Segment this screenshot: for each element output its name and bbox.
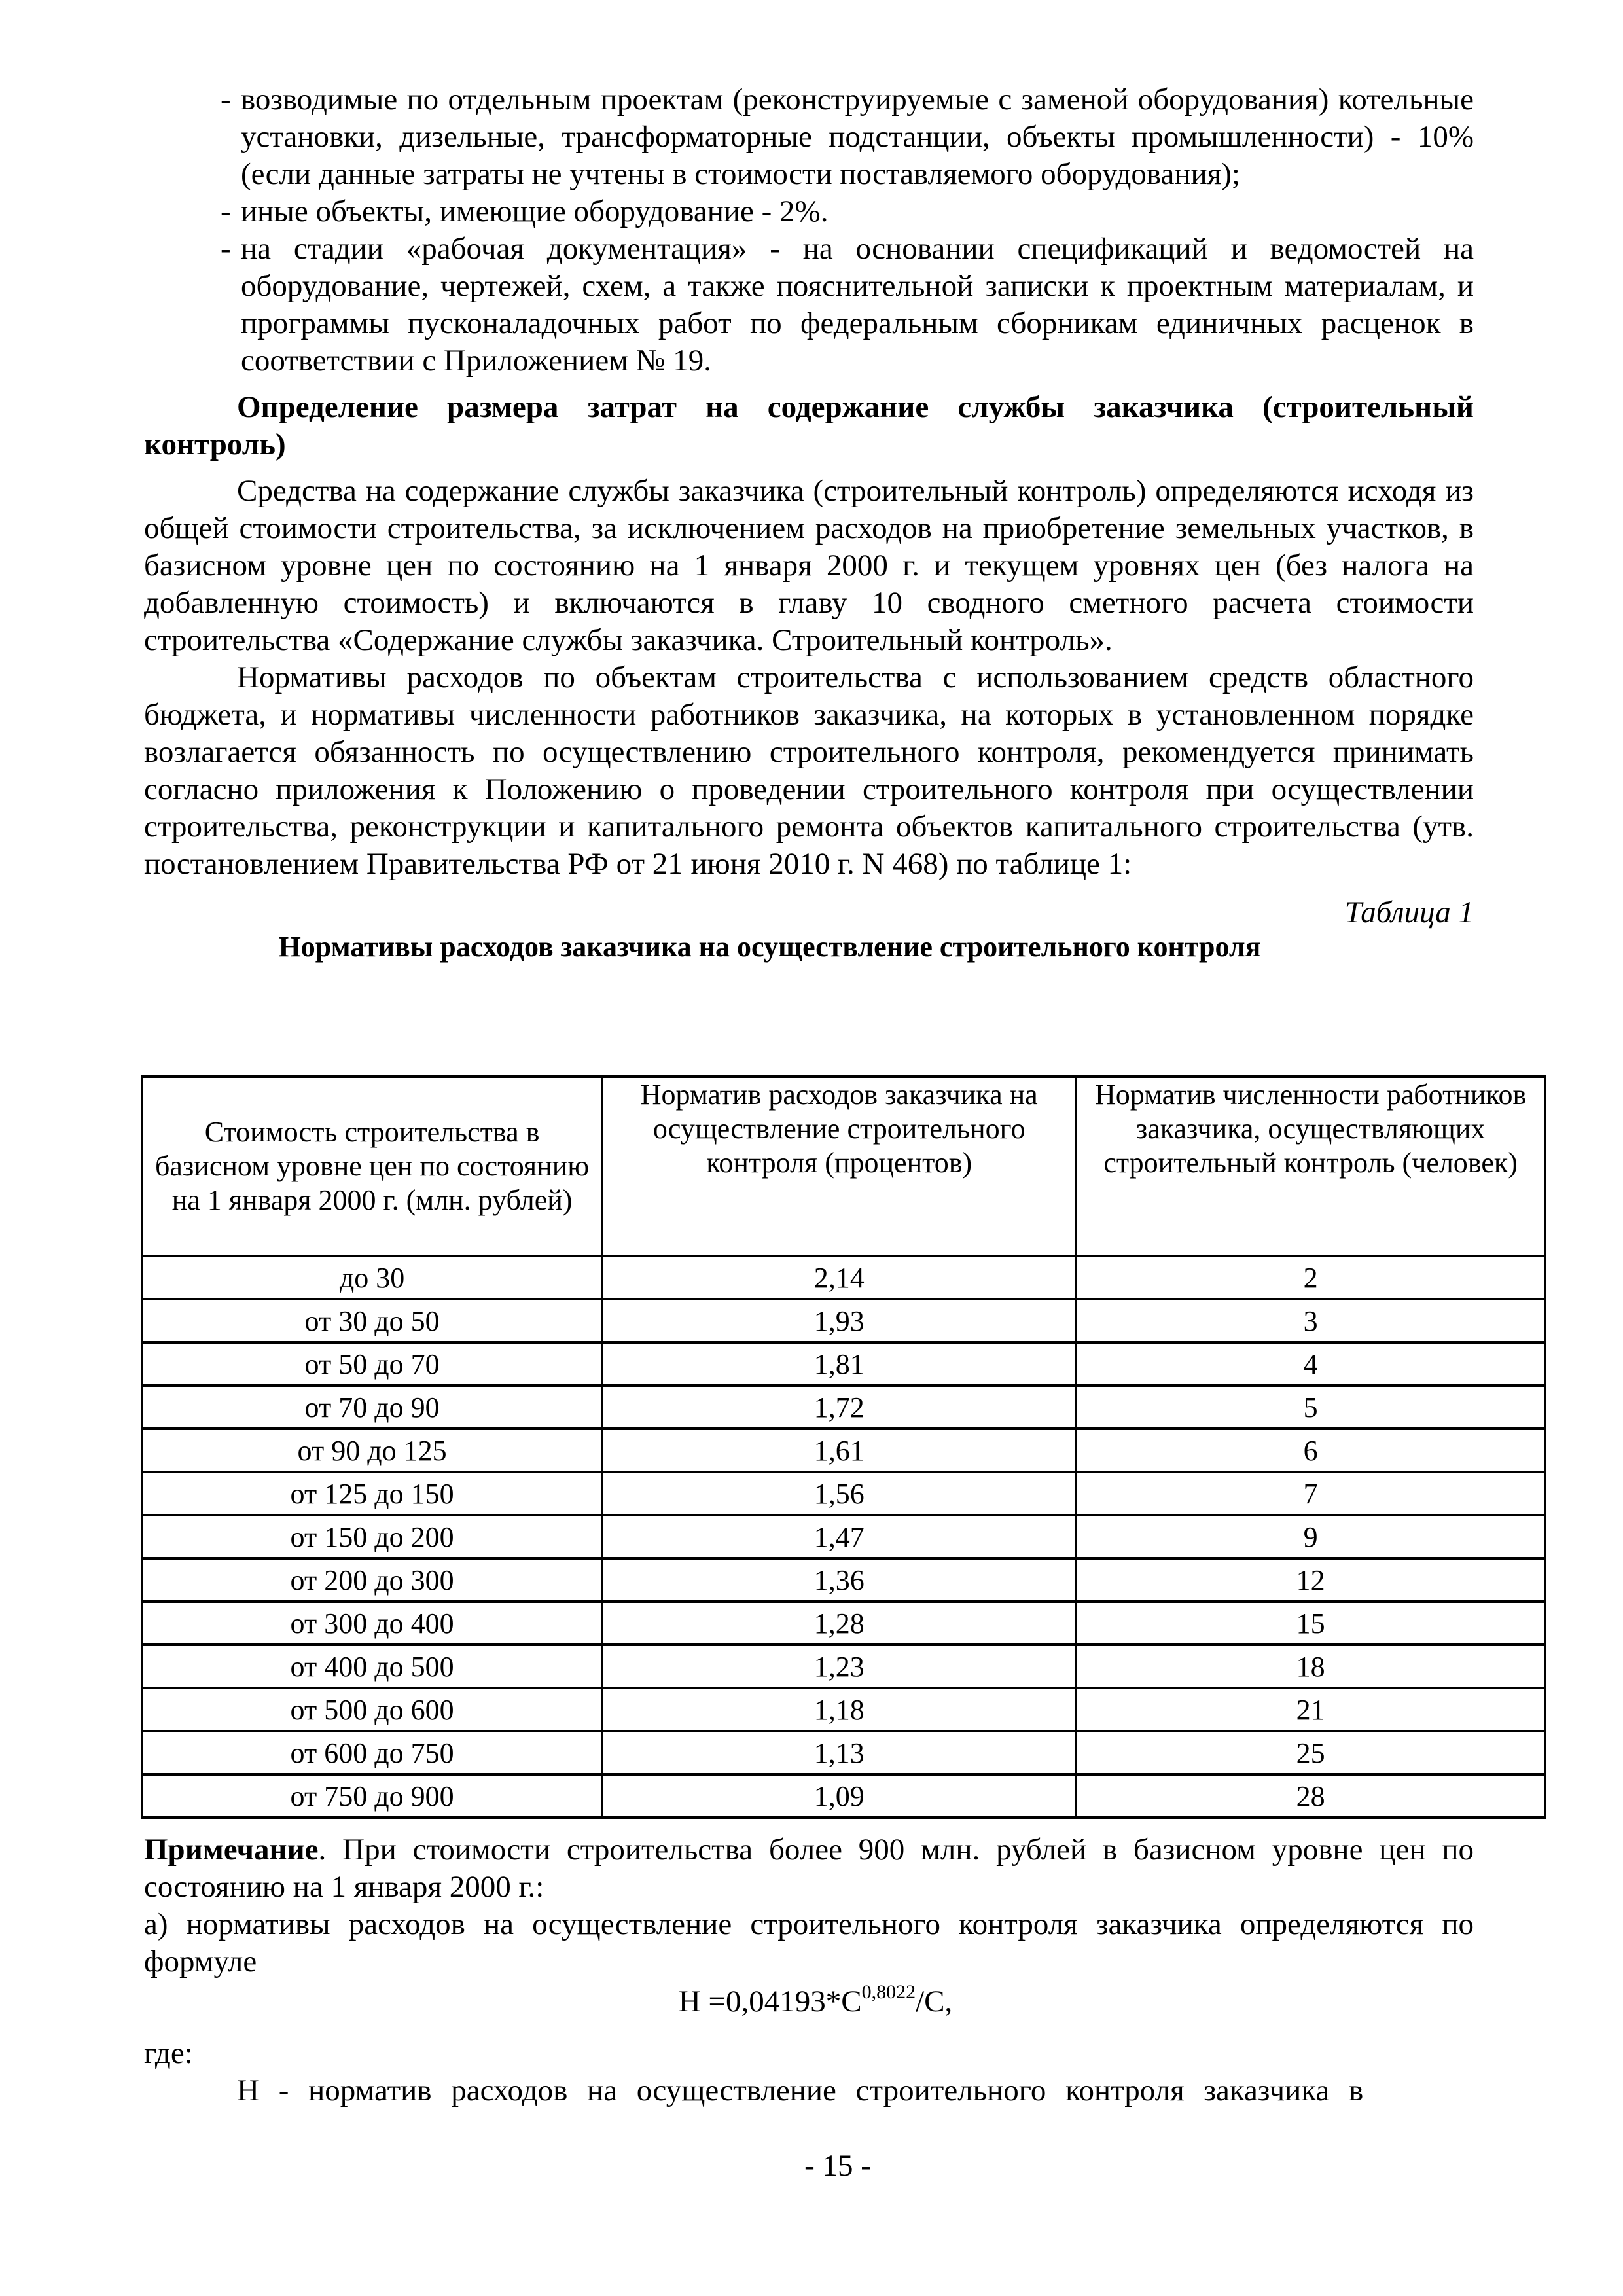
formula-tail: /С,: [916, 1984, 953, 2018]
cell-expense-rate: 1,72: [602, 1386, 1076, 1429]
bullet-dash: -: [221, 194, 231, 228]
cell-expense-rate: 1,47: [602, 1515, 1076, 1558]
table-row: [142, 1688, 1545, 1731]
cell-expense-rate: 1,81: [602, 1342, 1076, 1386]
cell-staff-count: 7: [1076, 1472, 1545, 1515]
table-row: [142, 1342, 1545, 1386]
column-header-cost: Стоимость строительства в базисном уровне цен по состоянию на 1 января 2000 г. (млн. рублей): [142, 1077, 602, 1256]
table-row: [142, 1558, 1545, 1602]
cell-cost-range: от 200 до 300: [142, 1558, 602, 1602]
cell-cost-range: от 90 до 125: [142, 1429, 602, 1472]
cell-cost-range: от 400 до 500: [142, 1645, 602, 1688]
table-row: [142, 1299, 1545, 1342]
cell-expense-rate: 1,93: [602, 1299, 1076, 1342]
cell-expense-rate: 1,13: [602, 1731, 1076, 1774]
cell-staff-count: 28: [1076, 1774, 1545, 1818]
bullet-text: иные объекты, имеющие оборудование - 2%.: [241, 194, 829, 228]
table-row: [142, 1731, 1545, 1774]
cell-cost-range: от 125 до 150: [142, 1472, 602, 1515]
cell-staff-count: 5: [1076, 1386, 1545, 1429]
table-row: [142, 1256, 1545, 1299]
table-row: [142, 1429, 1545, 1472]
cell-staff-count: 2: [1076, 1256, 1545, 1299]
cell-staff-count: 25: [1076, 1731, 1545, 1774]
table-row: [142, 1386, 1545, 1429]
equipment-cost-bullet-list: [144, 81, 1474, 380]
bullet-item: [144, 230, 1474, 380]
cell-staff-count: 3: [1076, 1299, 1545, 1342]
cell-expense-rate: 2,14: [602, 1256, 1076, 1299]
cell-staff-count: 21: [1076, 1688, 1545, 1731]
bullet-text: на стадии «рабочая документация» - на основании спецификаций и ведомостей на оборудование, чертежей, схем, а также пояснительной записки к проектным материалам, и программы пусконаладочных работ по федеральным сборникам единичных расценок в соответствии с Приложением № 19.: [241, 232, 1474, 378]
table-row: [142, 1645, 1545, 1688]
table-header-row: [142, 1077, 1545, 1256]
note-item-a: а) нормативы расходов на осуществление строительного контроля заказчика определяются по формуле: [144, 1907, 1474, 1979]
cell-cost-range: от 750 до 900: [142, 1774, 602, 1818]
cell-staff-count: 6: [1076, 1429, 1545, 1472]
table-caption: Таблица 1: [1344, 895, 1474, 929]
cell-cost-range: от 150 до 200: [142, 1515, 602, 1558]
bullet-item: [144, 81, 1474, 193]
control-norms-table: [141, 1075, 1546, 1819]
formula-exponent: 0,8022: [861, 1981, 916, 2003]
section-heading: Определение размера затрат на содержание службы заказчика (строительный контроль): [144, 390, 1474, 461]
bullet-dash: -: [221, 82, 231, 117]
cell-staff-count: 9: [1076, 1515, 1545, 1558]
table-row: [142, 1515, 1545, 1558]
table-note: [144, 1831, 1474, 2109]
bullet-text: возводимые по отдельным проектам (реконструируемые с заменой оборудования) котельные установки, дизельные, трансформаторные подстанции, объекты промышленности) - 10% (если данные затраты не учтены в стоимости поставляемого оборудования);: [241, 82, 1474, 191]
cell-expense-rate: 1,23: [602, 1645, 1076, 1688]
note-paragraph: [144, 1831, 1474, 1906]
cell-expense-rate: 1,36: [602, 1558, 1076, 1602]
cell-staff-count: 12: [1076, 1558, 1545, 1602]
cell-cost-range: от 30 до 50: [142, 1299, 602, 1342]
document-body: [144, 81, 1474, 964]
bullet-item: [144, 193, 1474, 230]
note-text: . При стоимости строительства более 900 млн. рублей в базисном уровне цен по состоянию на 1 января 2000 г.:: [144, 1833, 1474, 1904]
table-row: [142, 1602, 1545, 1645]
cell-cost-range: от 600 до 750: [142, 1731, 602, 1774]
column-header-expense-rate: Норматив расходов заказчика на осуществление строительного контроля (процентов): [602, 1077, 1076, 1256]
formula: [144, 1983, 1474, 2020]
paragraph: Нормативы расходов по объектам строительства с использованием средств областного бюджета, и нормативы численности работников заказчика, на которых в установленном порядке возлагается обязанность по осуществлению строительного контроля, рекомендуется принимать согласно приложения к Положению о проведении строительного контроля при осуществлении строительства, реконструкции и капитального ремонта объектов капитального строительства (утв. постановлением Правительства РФ от 21 июня 2010 г. N 468) по таблице 1:: [144, 660, 1474, 881]
cell-expense-rate: 1,18: [602, 1688, 1076, 1731]
table-title: Нормативы расходов заказчика на осуществление строительного контроля: [278, 931, 1261, 963]
note-label: Примечание: [144, 1833, 319, 1867]
formula-base: Н =0,04193*С: [678, 1984, 862, 2018]
cell-expense-rate: 1,28: [602, 1602, 1076, 1645]
where-label: где:: [144, 2036, 193, 2070]
cell-cost-range: от 50 до 70: [142, 1342, 602, 1386]
cell-staff-count: 18: [1076, 1645, 1545, 1688]
cell-expense-rate: 1,61: [602, 1429, 1076, 1472]
column-header-staff-count: Норматив численности работников заказчика, осуществляющих строительный контроль (человек): [1076, 1077, 1545, 1256]
cell-cost-range: от 500 до 600: [142, 1688, 602, 1731]
cell-staff-count: 4: [1076, 1342, 1545, 1386]
bullet-dash: -: [221, 232, 231, 266]
paragraph: Средства на содержание службы заказчика (строительный контроль) определяются исходя из общей стоимости строительства, за исключением расходов на приобретение земельных участков, в базисном уровне цен по состоянию на 1 января 2000 г. и текущем уровнях цен (без налога на добавленную стоимость) и включаются в главу 10 сводного сметного расчета стоимости строительства «Содержание службы заказчика. Строительный контроль».: [144, 474, 1474, 657]
cell-cost-range: до 30: [142, 1256, 602, 1299]
cell-staff-count: 15: [1076, 1602, 1545, 1645]
table-row: [142, 1472, 1545, 1515]
cell-cost-range: от 300 до 400: [142, 1602, 602, 1645]
cell-cost-range: от 70 до 90: [142, 1386, 602, 1429]
page-number: - 15 -: [804, 2149, 871, 2183]
cell-expense-rate: 1,09: [602, 1774, 1076, 1818]
variable-definition: Н - норматив расходов на осуществление строительного контроля заказчика в: [237, 2073, 1364, 2108]
cell-expense-rate: 1,56: [602, 1472, 1076, 1515]
table-row: [142, 1774, 1545, 1818]
